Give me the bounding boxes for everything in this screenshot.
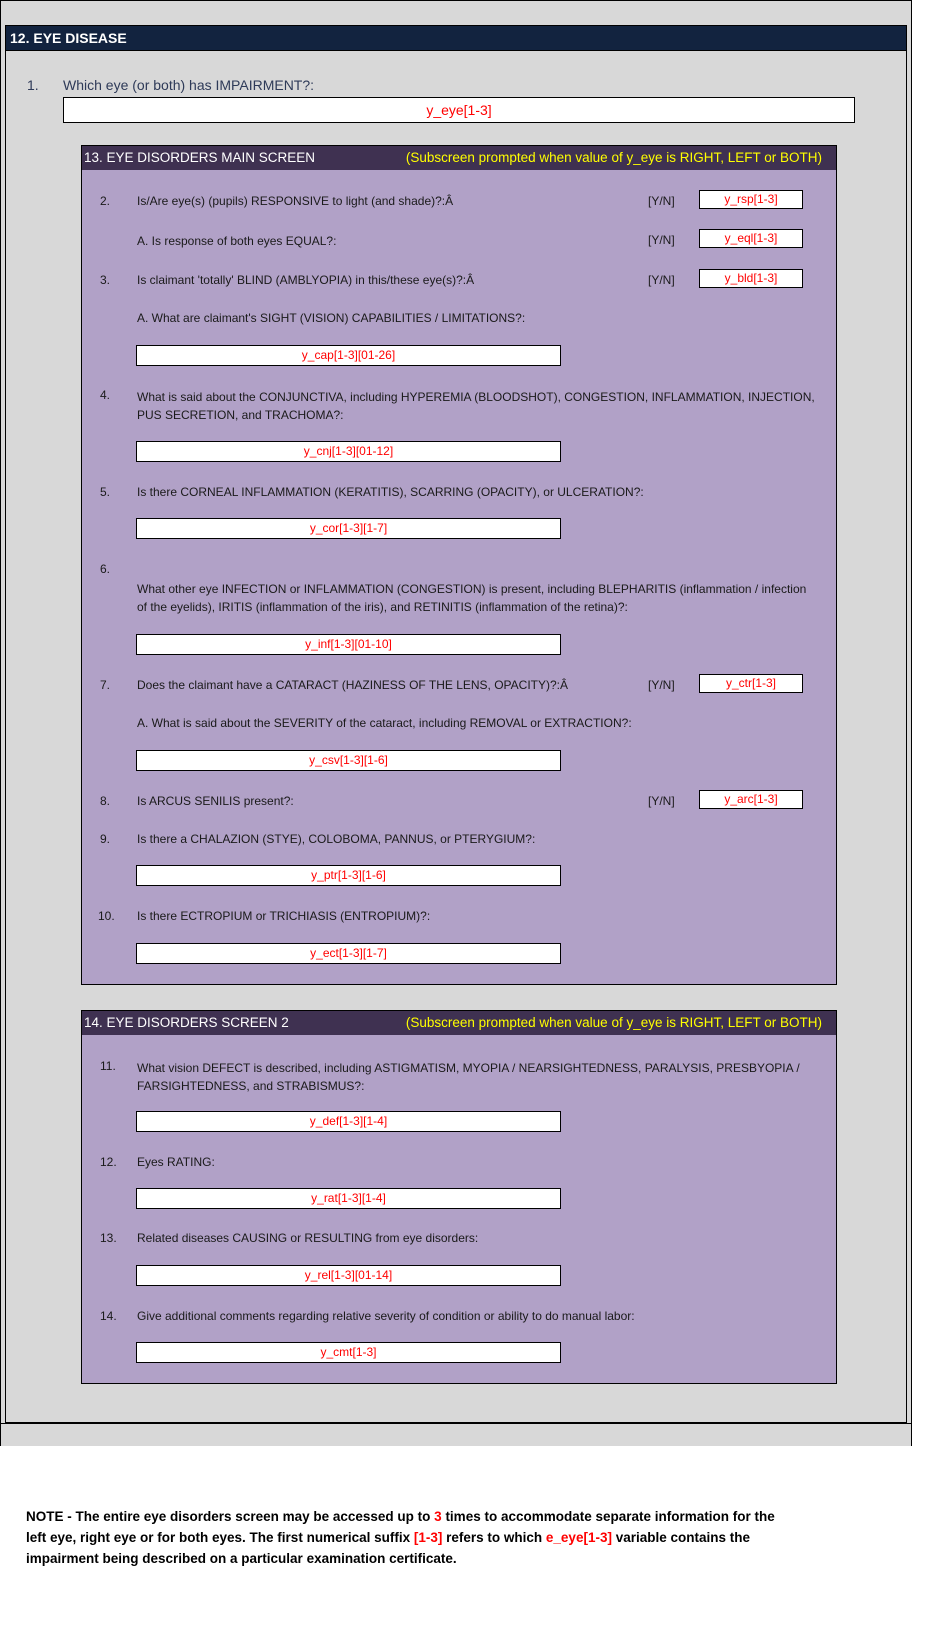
note-count: 3 [434, 1509, 442, 1524]
y-cnj-field[interactable]: y_cnj[1-3][01-12] [136, 441, 561, 462]
question-text: Give additional comments regarding relative severity of condition or ability to do manual labor: [137, 1309, 635, 1323]
eye-disorders-screen-2 [81, 1010, 837, 1384]
question-number: 14. [100, 1309, 117, 1323]
question-text: Does the claimant have a CATARACT (HAZINESS OF THE LENS, OPACITY)?:Â [137, 678, 569, 692]
y-rel-field[interactable]: y_rel[1-3][01-14] [136, 1265, 561, 1286]
question-text: Related diseases CAUSING or RESULTING from eye disorders: [137, 1231, 479, 1245]
question-text: What is said about the CONJUNCTIVA, including HYPEREMIA (BLOODSHOT), CONGESTION, INFLAMMATION, INJECTION, PUS SECRETION, and TRACHOMA?: [137, 390, 815, 422]
panel-title: 13. EYE DISORDERS MAIN SCREEN [84, 150, 316, 165]
section-header: 12. EYE DISEASE [5, 25, 907, 51]
panel-header [82, 146, 836, 170]
question-number: 4. [100, 388, 111, 402]
question-number: 11. [100, 1059, 116, 1073]
question-text: Eyes RATING: [137, 1155, 215, 1169]
note-variable: e_eye[1-3] [545, 1530, 612, 1545]
question-number: 8. [100, 794, 111, 808]
panel-title: 14. EYE DISORDERS SCREEN 2 [84, 1015, 289, 1030]
question-number: 5. [100, 485, 111, 499]
y-rat-field[interactable]: y_rat[1-3][1-4] [136, 1188, 561, 1209]
question-number: 2. [100, 194, 111, 208]
question-number: 9. [100, 832, 111, 846]
question-text: Is there ECTROPIUM or TRICHIASIS (ENTROPIUM)?: [137, 909, 431, 923]
yn-label: [Y/N] [648, 194, 675, 208]
yn-label: [Y/N] [648, 678, 675, 692]
question-text: Is claimant 'totally' BLIND (AMBLYOPIA) in this/these eye(s)?:Â [137, 273, 475, 287]
panel-subtitle: (Subscreen prompted when value of y_eye is RIGHT, LEFT or BOTH) [405, 150, 822, 165]
question-text: Is/Are eye(s) (pupils) RESPONSIVE to light (and shade)?:Â [137, 194, 454, 208]
panel-subtitle: (Subscreen prompted when value of y_eye is RIGHT, LEFT or BOTH) [405, 1015, 822, 1030]
note-text: NOTE - The entire eye disorders screen may be accessed up to [26, 1509, 435, 1524]
yn-label: [Y/N] [648, 794, 675, 808]
note-text: variable contains the impairment being described on a particular examination certificate. [26, 1530, 750, 1566]
y-cap-field[interactable]: y_cap[1-3][01-26] [136, 345, 561, 366]
y-eye-field[interactable]: y_eye[1-3] [63, 97, 855, 123]
question-number: 3. [100, 273, 111, 287]
note-text: times to accommodate separate information for the left eye, right eye or for both eyes. The first numerical suffix [26, 1509, 775, 1545]
question-text: Which eye (or both) has IMPAIRMENT?: [63, 77, 315, 93]
question-text: Is there a CHALAZION (STYE), COLOBOMA, PANNUS, or PTERYGIUM?: [137, 832, 536, 846]
question-text: Is there CORNEAL INFLAMMATION (KERATITIS), SCARRING (OPACITY), or ULCERATION?: [137, 485, 644, 499]
y-ect-field[interactable]: y_ect[1-3][1-7] [136, 943, 561, 964]
y-cor-field[interactable]: y_cor[1-3][1-7] [136, 518, 561, 539]
question-number: 1. [27, 77, 39, 93]
form-footer-strip [1, 1423, 911, 1446]
note-suffix: [1-3] [413, 1530, 443, 1545]
y-ptr-field[interactable]: y_ptr[1-3][1-6] [136, 865, 561, 886]
y-eql-field[interactable]: y_eql[1-3] [699, 229, 803, 248]
question-number: 10. [98, 909, 115, 923]
question-text: Is ARCUS SENILIS present?: [137, 794, 294, 808]
note-text: refers to which [442, 1530, 546, 1545]
y-bld-field[interactable]: y_bld[1-3] [699, 269, 803, 288]
y-def-field[interactable]: y_def[1-3][1-4] [136, 1111, 561, 1132]
yn-label: [Y/N] [648, 273, 675, 287]
question-number: 6. [100, 562, 111, 576]
y-rsp-field[interactable]: y_rsp[1-3] [699, 190, 803, 209]
y-arc-field[interactable]: y_arc[1-3] [699, 790, 803, 809]
question-text: What vision DEFECT is described, including ASTIGMATISM, MYOPIA / NEARSIGHTEDNESS, PARALYSIS, PRESBYOPIA / FARSIGHTEDNESS, and STRABISMUS?: [137, 1061, 800, 1093]
question-number: 13. [100, 1231, 117, 1245]
question-number: 7. [100, 678, 111, 692]
y-ctr-field[interactable]: y_ctr[1-3] [699, 674, 803, 693]
y-inf-field[interactable]: y_inf[1-3][01-10] [136, 634, 561, 655]
panel-header [82, 1011, 836, 1035]
question-text: A. What is said about the SEVERITY of the cataract, including REMOVAL or EXTRACTION?: [137, 716, 632, 730]
footnote [26, 1506, 786, 1569]
question-number: 12. [100, 1155, 117, 1169]
question-text: A. Is response of both eyes EQUAL?: [137, 234, 337, 248]
eye-disorders-main-screen [81, 145, 837, 985]
question-text: What other eye INFECTION or INFLAMMATION (CONGESTION) is present, including BLEPHARITIS (inflammation / infection of the eyelids), IRITIS (inflammation of the iris), and RETINITIS (inflammation of the retina)?: [137, 582, 807, 614]
y-csv-field[interactable]: y_csv[1-3][1-6] [136, 750, 561, 771]
question-text: A. What are claimant's SIGHT (VISION) CAPABILITIES / LIMITATIONS?: [137, 311, 526, 325]
y-cmt-field[interactable]: y_cmt[1-3] [136, 1342, 561, 1363]
yn-label: [Y/N] [648, 233, 675, 247]
